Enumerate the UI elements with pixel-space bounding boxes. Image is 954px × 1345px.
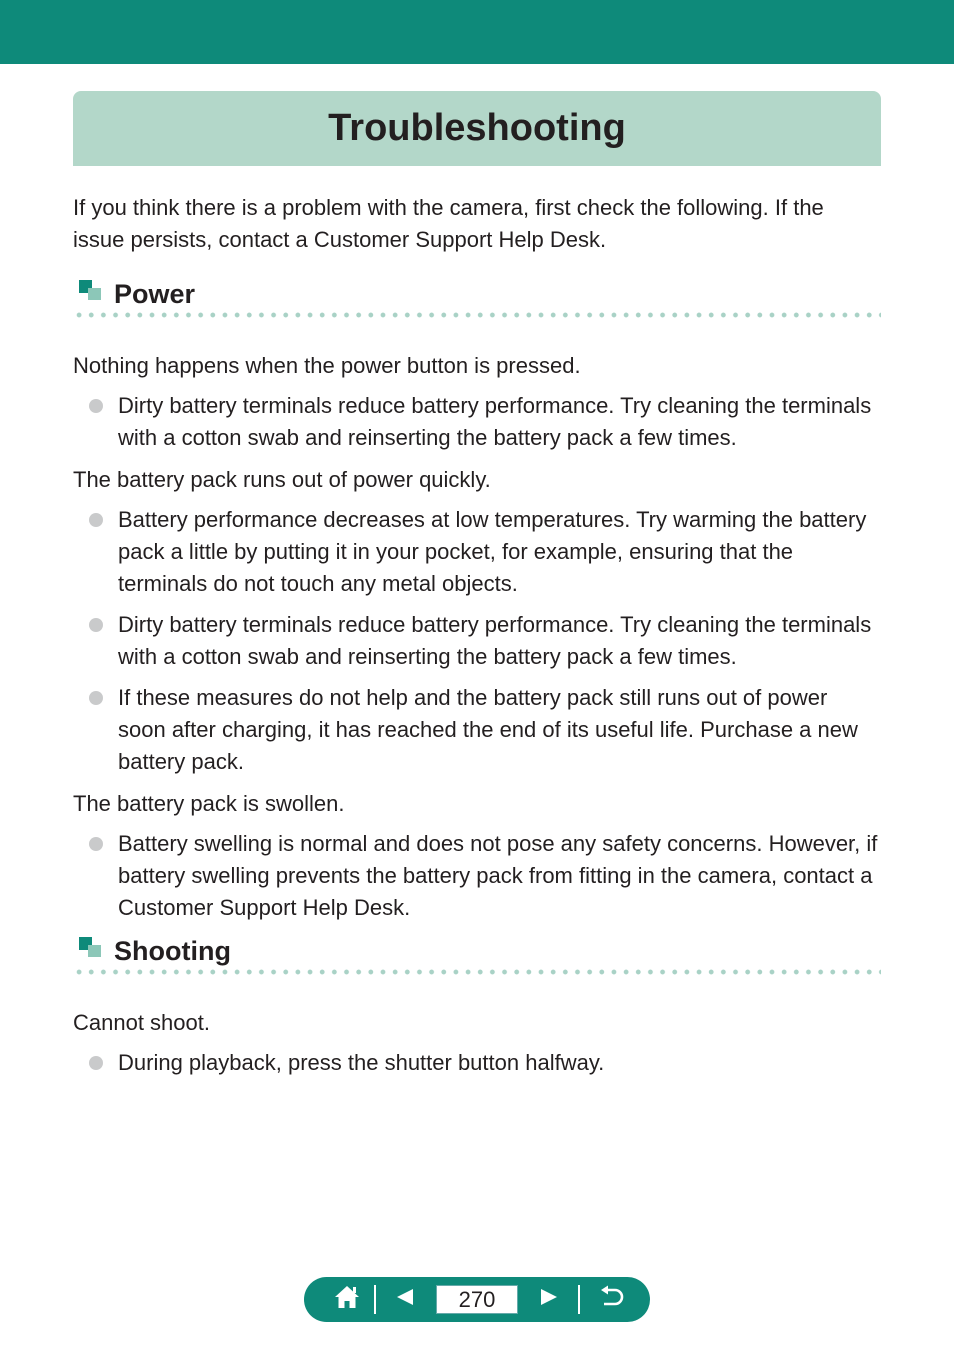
main-content [73,192,881,1088]
top-bar [0,0,954,64]
section-heading: Power [114,279,196,309]
bullet-icon [89,618,103,632]
solution-list [73,1047,881,1079]
back-button[interactable] [586,1277,638,1322]
home-icon [333,1284,361,1315]
list-item-text: Dirty battery terminals reduce battery performance. Try cleaning the terminals with a cotton swab and reinserting the battery pack a few times. [118,393,872,450]
section-header-shooting [73,923,881,975]
bullet-icon [89,513,103,527]
list-item [73,609,881,673]
section-square-icon [79,937,101,957]
list-item [73,390,881,454]
list-item [73,504,881,600]
list-item [73,682,881,778]
prev-page-button[interactable] [380,1277,430,1322]
problem-title: The battery pack runs out of power quickly. [73,467,491,492]
intro-text: If you think there is a problem with the camera, first check the following. If the issue persists, contact a Customer Support Help Desk. [73,195,824,252]
list-item-text: Dirty battery terminals reduce battery performance. Try cleaning the terminals with a cotton swab and reinserting the battery pack a few times. [118,612,872,669]
solution-list [73,504,881,778]
bullet-icon [89,399,103,413]
title-banner [73,91,881,166]
list-item [73,828,881,924]
section-header-power [73,266,881,318]
page-title: Troubleshooting [328,107,626,149]
page-navigation [304,1277,650,1322]
nav-separator [578,1285,580,1314]
list-item-text: If these measures do not help and the battery pack still runs out of power soon after charging, it has reached the end of its useful life. Purchase a new battery pack. [118,685,858,774]
section-heading: Shooting [114,936,231,966]
next-arrow-icon [539,1288,559,1311]
list-item [73,1047,881,1079]
problem-title: Nothing happens when the power button is pressed. [73,353,581,378]
nav-separator [374,1285,376,1314]
problem-title: Cannot shoot. [73,1010,210,1035]
prev-arrow-icon [395,1288,415,1311]
dotted-divider [73,969,881,975]
problem-title: The battery pack is swollen. [73,791,345,816]
home-button[interactable] [322,1277,372,1322]
list-item-text: Battery swelling is normal and does not pose any safety concerns. However, if battery swelling prevents the battery pack from fitting in the camera, contact a Customer Support Help Desk. [118,831,878,920]
back-icon [598,1285,626,1314]
bullet-icon [89,837,103,851]
list-item-text: During playback, press the shutter button halfway. [118,1050,605,1075]
bullet-icon [89,1056,103,1070]
bullet-icon [89,691,103,705]
section-square-icon [79,280,101,300]
page-number-field[interactable]: 270 [436,1285,518,1314]
next-page-button[interactable] [524,1277,574,1322]
dotted-divider [73,312,881,318]
solution-list [73,390,881,454]
solution-list [73,828,881,924]
list-item-text: Battery performance decreases at low temperatures. Try warming the battery pack a little by putting it in your pocket, for example, ensuring that the terminals do not touch any metal objects. [118,507,867,596]
